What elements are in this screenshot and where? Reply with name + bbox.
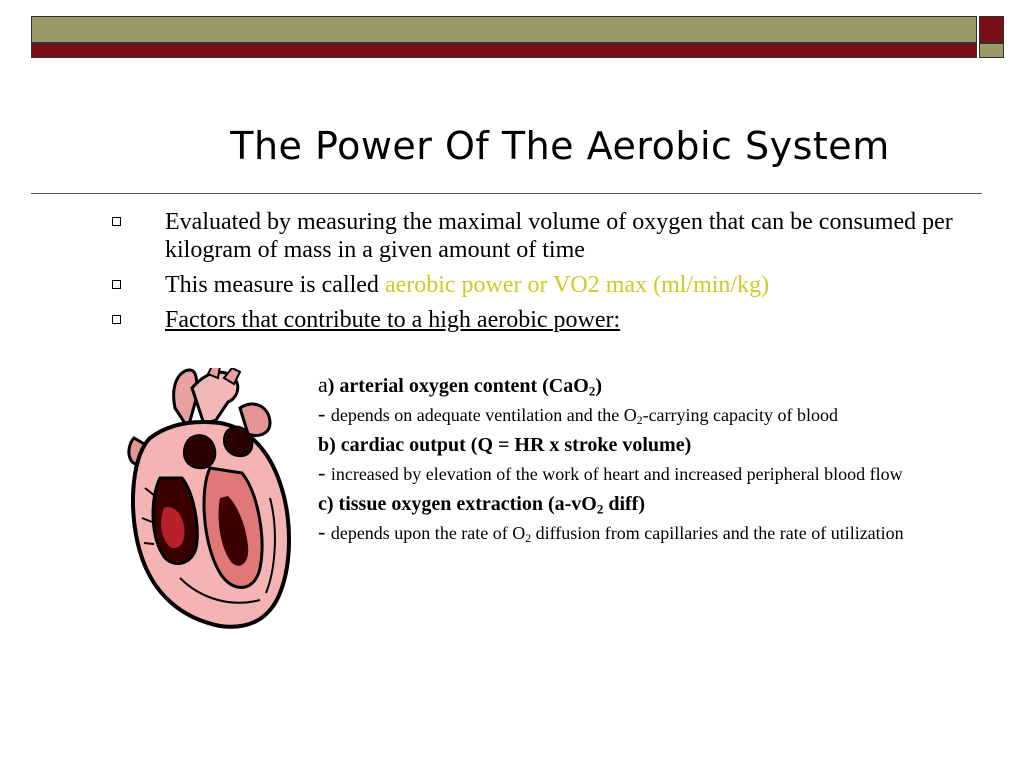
heart-anatomy-icon [120,368,295,630]
bullet-item-factors [112,306,992,334]
bullet-list [112,208,992,341]
factor-b-heading: b) cardiac output (Q = HR x stroke volume) [318,434,692,456]
bullet-item-measure [112,271,992,299]
bullet-text: Factors that contribute to a high aerobic power: [165,307,621,333]
header-bar-olive [31,16,977,43]
slide-title: The Power Of The Aerobic System [230,124,890,168]
bullet-highlight: aerobic power or VO2 max (ml/min/kg) [384,272,770,298]
bullet-item-evaluation [112,208,992,264]
square-bullet-icon [112,315,121,324]
factor-c-description: - depends upon the rate of $O_2$ diffusion from capillaries and the rate of utilization [318,519,904,545]
factor-c-heading: c) tissue oxygen extraction ($a-vO_2$ diff) [318,493,645,517]
factor-a-description: - depends on adequate ventilation and the $O_2$-carrying capacity of blood [318,401,838,427]
square-bullet-icon [112,280,121,289]
bullet-text: Evaluated by measuring the maximal volume of oxygen that can be consumed per kilogram of mass in a given amount of time [165,209,953,263]
title-divider [31,193,982,194]
factors-list [318,372,998,550]
header-square-maroon [979,16,1004,43]
factor-a-heading: a) arterial oxygen content (CaO$_2$) [318,372,602,399]
square-bullet-icon [112,217,121,226]
factor-b-description: - increased by elevation of the work of heart and increased peripheral blood flow [318,460,903,485]
header-bar-maroon [31,43,977,58]
header-square-olive [979,43,1004,58]
bullet-text-prefix: This measure is called [165,272,385,298]
